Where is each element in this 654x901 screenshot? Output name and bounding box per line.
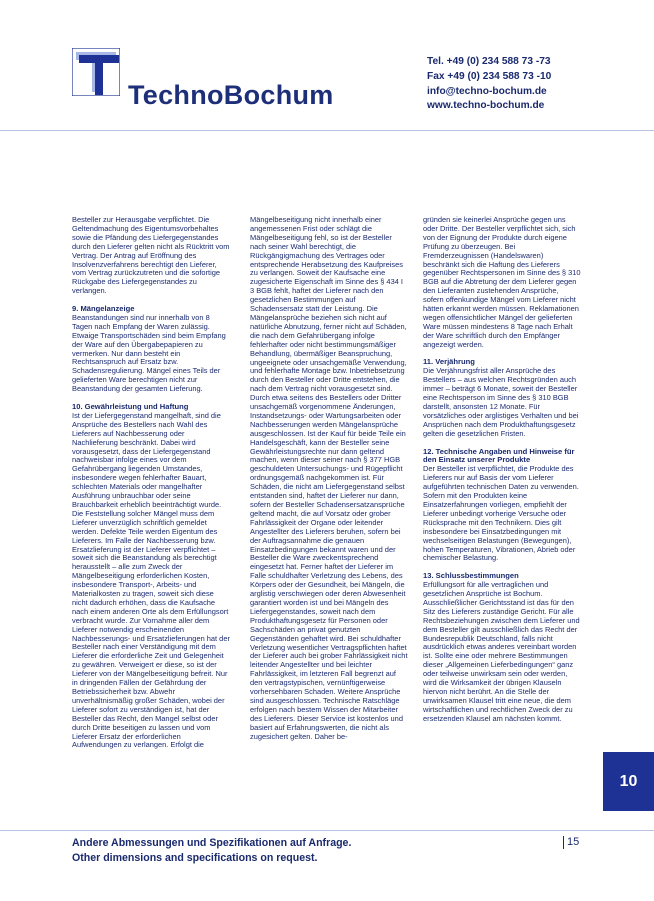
paragraph: Besteller zur Herausgabe verpflichtet. Die Geltendmachung des Eigentumsvorbehaltes sowie die Pfändung des Liefergegenstandes durch den Lieferer gelten nicht als Rücktritt vom Vertrag. Der Antrag auf Eröffnung des Insolvenzverfahrens berechtigt den Lieferer, vom Vertrag zurückzutreten und die sofortige Rückgabe des Liefergegenstandes zu verlangen. — [72, 215, 230, 296]
footer-note — [72, 836, 351, 866]
section-heading: 13. Schlussbestimmungen — [423, 571, 519, 581]
paragraph: Ist der Liefergegenstand mangelhaft, sind die Ansprüche des Bestellers nach Wahl des Lieferers auf Nachbesserung oder Nachlieferung beschränkt. Dabei wird vorausgesetzt, dass der Liefergegenstand nachweisbar infolge eines vor dem Gefahrübergang liegenden Umstandes, insbesondere wegen fehlerhafter Bauart, schlechten Materials oder mangelhafter Ausführung unbrauchbar oder seine Brauchbarkeit erheblich beeinträchtigt wurde. Die Feststellung solcher Mängel muss dem Lieferer unverzüglich schriftlich gemeldet werden. Defekte Teile werden Eigentum des Lieferers. Im Falle der Nachbesserung bzw. Ersatzlieferung ist der Lieferer verpflichtet – soweit sich die Beanstandung als berechtigt herausstellt – alle zum Zweck der Mängelbeseitigung erforderlichen Kosten, insbesondere Transport-, Arbeits- und Materialkosten zu tragen, soweit sich diese nicht dadurch erhöhen, dass die Kaufsache nach einem anderen Orte als dem Erfüllungsort verbracht wurde. Zur Vornahme aller dem Lieferer notwendig erscheinenden Nachbesserungs- und Ersatzlieferungen hat der Besteller nach einer Verständigung mit dem Lieferer die erforderliche Zeit und Gelegenheit zu gewähren. Verweigert er diese, so ist der Lieferer von der Mängelbeseitigung befreit. Nur in dringenden Fällen der Gefährdung der Betriebssicherheit bzw. Abwehr unverhältnismäßig großer Schäden, wobei der Lieferer sofort zu verständigen ist, hat der Besteller das Recht, den Mangel selbst oder durch Dritte beseitigen zu lassen und vom Lieferer Ersatz der erforderlichen Aufwendungen zu verlangen. Erfolgt die — [72, 410, 230, 750]
footer-note-german: Andere Abmessungen und Spezifikationen auf Anfrage. — [72, 837, 352, 849]
text-column-3 — [423, 216, 581, 724]
footer-note-english: Other dimensions and specifications on request. — [72, 852, 318, 864]
text-column-1 — [72, 216, 230, 750]
section-heading: 10. Gewährleistung und Haftung — [72, 402, 189, 411]
footer-divider — [0, 830, 654, 831]
contact-tel: Tel. +49 (0) 234 588 73 -73 — [427, 56, 551, 67]
technobochum-logo-icon — [72, 48, 120, 96]
page-number: 15 — [563, 836, 579, 849]
paragraph: Erfüllungsort für alle vertraglichen und gesetzlichen Ansprüche ist Bochum. Ausschließlicher Gerichtsstand ist das für den Sitz des Lieferers zuständige Gericht. Für alle Rechtsbeziehungen zwischen dem Lieferer und dem Besteller gilt ausschließlich das Recht der Bundesrepublik Deutschland, falls nicht ausdrücklich etwas anderes vereinbart worden ist. Sollte eine oder mehrere Bestimmungen dieser „Allgemeinen Lieferbedingungen“ ganz oder teilweise unwirksam sein oder werden, wird die Wirksamkeit der übrigen Klauseln hiervon nicht berührt. An die Stelle der unwirksamen Klausel tritt eine neue, die dem wirtschaftlichen und rechtlichen Zweck der zu ersetzenden Klausel am nächsten kommt. — [423, 580, 580, 723]
paragraph: Der Besteller ist verpflichtet, die Produkte des Lieferers nur auf Basis der vom Lieferer aufgeführten technischen Daten zu verwenden. Sofern mit den Produkten keine Einsatzerfahrungen vorliegen, empfiehlt der Lieferer unbedingt vorherige Versuche oder Rücksprache mit den Technikern. Dies gilt insbesondere bei Einsatzbedingungen mit wechselseitigen Belastungen (Bewegungen), hohen Temperaturen, Vibrationen, Abrieb oder chemischer Belastung. — [423, 464, 579, 563]
section-heading: 9. Mängelanzeige — [72, 304, 135, 314]
chapter-tab — [603, 752, 654, 811]
text-column-2 — [250, 216, 408, 741]
paragraph: gründen sie keinerlei Ansprüche gegen uns oder Dritte. Der Besteller verpflichtet sich, sich von der Eignung der Produkte durch eigene Prüfung zu überzeugen. Bei Fremderzeugnissen (Handelswaren) beschränkt sich die Haftung des Lieferers gegenüber Rechtspersonen im Sinne des § 310 BGB auf die Abtretung der dem Lieferer gegen den Lieferanten zustehenden Ansprüche, sofern offenkundige Mängel vom Lieferer nicht hätten erkannt werden müssen. Reklamationen wegen offensichtlicher Mängel der gelieferten Ware müssen mindestens 8 Tage nach Erhalt der Ware schriftlich durch den Empfänger angezeigt werden. — [423, 215, 581, 349]
contact-email[interactable]: info@techno-bochum.de — [427, 85, 547, 97]
chapter-number: 10 — [619, 772, 638, 790]
contact-web[interactable]: www.techno-bochum.de — [427, 100, 545, 112]
contact-block — [427, 55, 551, 114]
brand-name: TechnoBochum — [128, 80, 334, 110]
paragraph: Mängelbeseitigung nicht innerhalb einer angemessenen Frist oder schlägt die Mängelbeseitigung fehl, so ist der Besteller nach seiner Wahl berechtigt, die Rückgängigmachung des Vertrages oder entsprechende Herabsetzung des Kaufpreises zu verlangen. Soweit der Kaufsache eine zugesicherte Eigenschaft im Sinne des § 434 I 3 BGB fehlt, haftet der Lieferer nach den gesetzlichen Bestimmungen auf Schadensersatz statt der Leistung. Die Mängelansprüche beziehen sich nicht auf natürliche Abnutzung, ferner nicht auf Schäden, die nach dem Gefahrübergang infolge fehlerhafter oder nicht bestimmungsmäßiger Behandlung, übermäßiger Beanspruchung, ungeeignete oder unsachgemäße Verwendung, und fehlerhafte Montage bzw. Inbetriebsetzung durch den Besteller oder Dritte entstehen, die nach dem Vertrag nicht vorausgesetzt sind. Durch etwa seitens des Bestellers oder Dritter unsachgemäß vorgenommene Änderungen, Instandsetzungs- oder Wartungsarbeiten oder Nachbesserungen werden Mängelansprüche ausgeschlossen. Ist der Kauf für beide Teile ein Handelsgeschäft, kann der Besteller seine Gewährleistungsrechte nur dann geltend machen, wenn dieser seiner nach § 377 HGB geschuldeten Untersuchungs- und Rügepflicht ordnungsgemäß nachgekommen ist. Für Schäden, die nicht am Liefergegenstand selbst entstanden sind, haftet der Lieferer nur dann, sofern der Besteller Schadensersatzansprüche geltend macht, die auf Vorsatz oder grober Fahrlässigkeit der Organe oder leitender Angestellter des Lieferers beruhen, sofern bei der Auftragsannahme die genauen Einsatzbedingungen bekannt waren und der Besteller die Ware zweckentsprechend eingesetzt hat. Ferner haftet der Lieferer im Falle schuldhafter Verletzung des Lebens, des Körpers oder der Gesundheit, bei Mängeln, die arglistig verschwiegen oder deren Abwesenheit garantiert worden ist und bei Mängeln des Liefergegenstandes, soweit nach dem Produkthaftungsgesetz für Personen oder Sachschäden an privat genutzten Gegenständen gehaftet wird. Bei schuldhafter Verletzung wesentlicher Vertragspflichten haftet der Lieferer auch bei grober Fahrlässigkeit nicht leitender Angestellter und bei leichter Fahrlässigkeit, im letzteren Fall begrenzt auf den vertragstypischen, vernünftigerweise vorhersehbaren Schaden. Weitere Ansprüche sind ausgeschlossen. Technische Ratschläge erfolgen nach bestem Wissen der Mitarbeiter des Lieferers. Dieser Service ist kostenlos und basiert auf Erfahrungswerten, die nicht als zugesichert gelten. Daher be- — [250, 215, 408, 741]
paragraph: Die Verjährungsfrist aller Ansprüche des Bestellers – aus welchen Rechtsgründen auch immer – beträgt 6 Monate, soweit der Besteller eine Rechtsperson im Sinne des § 310 BGB darstellt, ansonsten 12 Monate. Für vorsätzliches oder arglistiges Verhalten und bei Ansprüchen nach dem Produkthaftungsgesetz gelten die gesetzlichen Fristen. — [423, 366, 579, 438]
contact-fax: Fax +49 (0) 234 588 73 -10 — [427, 70, 552, 82]
section-heading: 12. Technische Angaben und Hinweise für den Einsatz unserer Produkte — [423, 446, 575, 465]
section-heading: 11. Verjährung — [423, 357, 475, 367]
paragraph: Beanstandungen sind nur innerhalb von 8 Tagen nach Empfang der Waren zulässig. Etwaige Transportschäden sind beim Empfang der Ware auf den Übergabepapieren zu vermerken. Nur dann besteht ein Rechtsanspruch auf Ersatz bzw. Schadensregulierung. Mängel eines Teils der gelieferten Ware berechtigen nicht zur Beanstandung der gesamten Lieferung. — [72, 312, 226, 394]
header-divider — [0, 130, 654, 131]
